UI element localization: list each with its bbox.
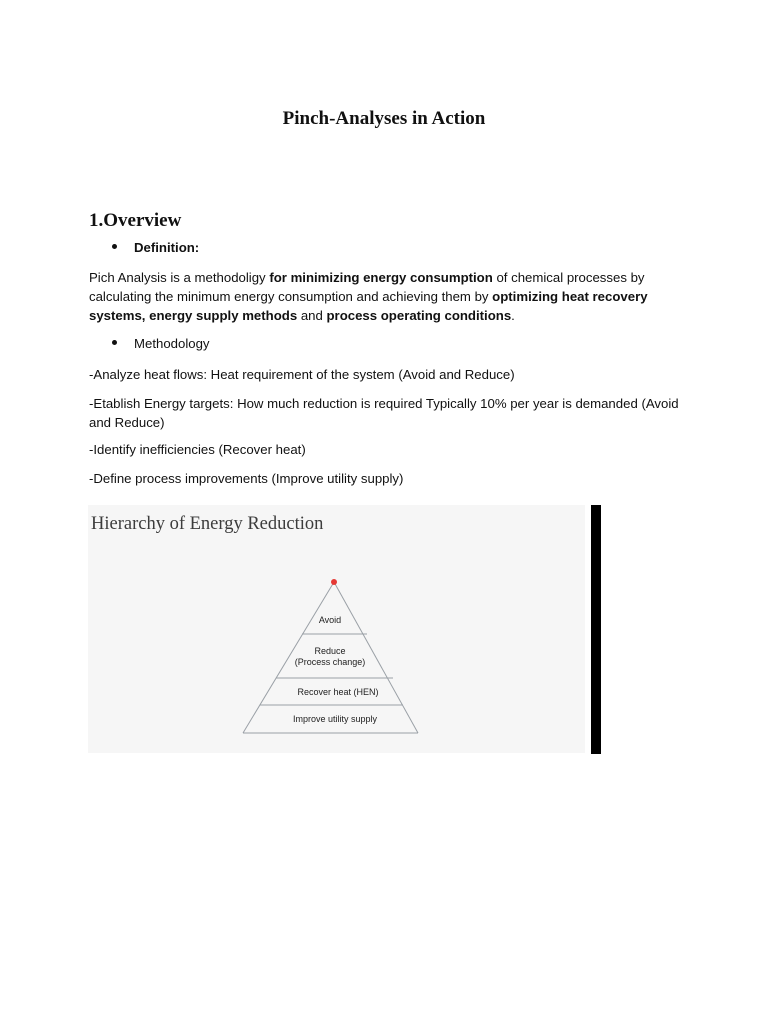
methodology-item-targets: -Etablish Energy targets: How much reduction is required Typically 10% per year is demanded (Avoid and Reduce): [89, 396, 679, 430]
pyramid-level-avoid: Avoid: [318, 615, 342, 625]
definition-label: Definition:: [134, 240, 200, 255]
energy-hierarchy-figure: [88, 505, 585, 753]
methodology-item-improvements: -Define process improvements (Improve utility supply): [89, 471, 404, 486]
bullet-icon: [112, 340, 117, 345]
pyramid-level-reduce-sub: (Process change): [294, 657, 366, 667]
pyramid-diagram: [88, 505, 585, 753]
page-title: Pinch-Analyses in Action: [282, 108, 486, 129]
definition-paragraph: Pich Analysis is a methodoligy for minimizing energy consumption of chemical processes by calculating the minimum energy consumption and achieving them by optimizing heat recovery systems, energy supply methods and process operating conditions.: [89, 270, 648, 323]
methodology-item-inefficiencies: -Identify inefficiencies (Recover heat): [89, 442, 306, 457]
methodology-label: Methodology: [134, 336, 210, 351]
bullet-icon: [112, 244, 117, 249]
apex-dot-icon: [331, 579, 337, 585]
pyramid-level-improve: Improve utility supply: [292, 714, 378, 724]
pyramid-level-recover: Recover heat (HEN): [297, 687, 379, 697]
overview-heading: 1.Overview: [89, 210, 182, 231]
definition-bullet-item: [112, 240, 199, 255]
methodology-bullet-item: [112, 336, 210, 351]
methodology-item-analyze: -Analyze heat flows: Heat requirement of the system (Avoid and Reduce): [89, 367, 515, 382]
pyramid-level-reduce: Reduce: [314, 646, 346, 656]
figure-title: Hierarchy of Energy Reduction: [91, 514, 324, 534]
vertical-black-bar: [591, 505, 601, 754]
